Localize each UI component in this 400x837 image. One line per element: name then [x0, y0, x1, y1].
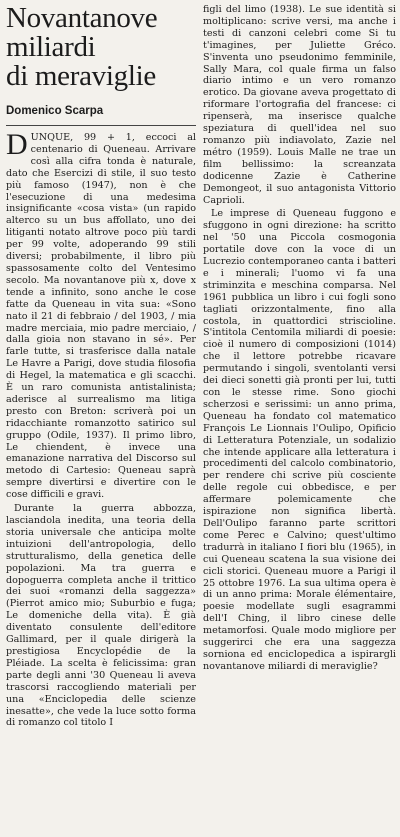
paragraph-2: Durante la guerra abbozza, lasciandola inedita, una teoria della storia universale che anticipa molte intuizioni dell'antropologia, dello strutturalismo, della genetica delle popolazioni. Ma tra guerra e dopoguerra completa anche il trittico dei suoi «romanzi della saggezza» (Pierrot amico mio; Suburbio e fuga; Le domeniche della vita). È già diventato consulente dell'editore Gallimard, per il quale dirigerà la prestigiosa Encyclopédie de la Pléiade. La scelta è felicissima: gran parte degli anni '30 Queneau li aveva trascorsi raccogliendo materiali per una «Enciclopedia delle scienze inesatte», che vede la luce sotto forma di romanzo col titolo I	[6, 503, 196, 729]
byline: Domenico Scarpa	[6, 105, 104, 117]
left-column	[6, 4, 196, 729]
paragraph-1	[6, 128, 196, 501]
headline-line-1: Novantanove	[6, 2, 158, 34]
headline-line-3: di meraviglie	[6, 60, 156, 92]
lead-in: UNQUE, 99 + 1,	[30, 132, 135, 143]
headline-line-2: miliardi	[6, 31, 96, 63]
right-column	[203, 4, 396, 673]
headline	[6, 4, 196, 91]
paragraph-4: Le imprese di Queneau fuggono e sfuggono in ogni direzione: ha scritto nel '50 una Piccola cosmogonia portatile dove con la voce di un Lucrezio contemporaneo canta i batteri e i minerali; l'uomo vi fa una striminzita e meschina comparsa. Nel 1961 pubblica un libro i cui fogli sono tagliati orizzontalmente, fino alla costola, in quattordici striscioline. S'intitola Centomila miliardi di poesie: cioè il numero di composizioni (1014) che il lettore potrebbe ricavare permutando i singoli, sventolanti versi dei dieci sonetti già pronti per lui, tutti con le stesse rime. Sono giochi scherzosi e serissimi: un anno prima, Queneau ha fondato col matematico François Le Lionnais l'Oulipo, Opificio di Letteratura Potenziale, un sodalizio che intende applicare alla letteratura i procedimenti del calcolo combinatorio, per rendere chi scrive più cosciente delle regole cui obbedisce, e per affermare polemicamente che ispirazione non significa libertà. Dell'Oulipo faranno parte scrittori come Perec e Calvino; quest'ultimo tradurrà in italiano I fiori blu (1965), in cui Queneau scatena la sua visione dei cicli storici. Queneau muore a Parigi il 25 ottobre 1976. La sua ultima opera è di un anno prima: Morale élémentaire, poesie modellate sugli esagrammi dell'I Ching, il libro cinese delle metamorfosi. Quale modo migliore per suggerirci che era una saggezza sorniona ed enciclopedica a ispirargli novantanove miliardi di meraviglie?	[203, 208, 396, 672]
drop-cap: D	[6, 128, 28, 161]
divider	[6, 125, 196, 126]
paragraph-1-text: eccoci al centenario di Queneau. Arrivare così alla cifra tonda è naturale, dato che Esercizi di stile, il suo testo più famoso (1947), non è che l'esecuzione di una medesima insignificante «cosa vista» (un rapido alterco su un bus affollato, uno dei litiganti notato altrove poco più tardi per 99 volte, adoperando 99 stili diversi; probabilmente, il libro più spassosamente colto del Ventesimo secolo. Ma novantanove più x, dove x tende a infinito, sono anche le cose fatte da Queneau in vita sua: «Sono nato il 21 di febbraio / del 1903, / mia madre merciaia, mio padre merciaio, / dalla gioia non stavano in sé». Per farle tutte, si trasferisce dalla natale Le Havre a Parigi, dove studia filosofia di Hegel, la matematica e gli scacchi. È un raro comunista antistalinista; aderisce al surrealismo ma litiga presto con Breton: scriverà poi un ridacchiante romanzotto satirico sul gruppo (Odile, 1937). Il primo libro, Le chiendent, è invece una emanazione narrativa del Discorso sul metodo di Cartesio: Queneau saprà sempre divertirsi e divertire con le cose difficili e gravi.	[6, 132, 196, 501]
paragraph-3: figli del limo (1938). Le sue identità si moltiplicano: scrive versi, ma anche i testi di canzoni celebri come Si tu t'imagines, per Juliette Gréco. S'inventa uno pseudonimo femminile, Sally Mara, col quale firma un falso diario intimo e un vero romanzo erotico. Da giovane aveva progettato di riformare l'ortografia del francese: ci ripenserà, ma inserisce qualche speziatura di quell'idea nel suo romanzo più indiavolato, Zazie nel métro (1959). Louis Malle ne trae un film bellissimo: la screanzata dodicenne Zazie è Catherine Demongeot, il suo antagonista Vittorio Caprioli.	[203, 4, 396, 206]
